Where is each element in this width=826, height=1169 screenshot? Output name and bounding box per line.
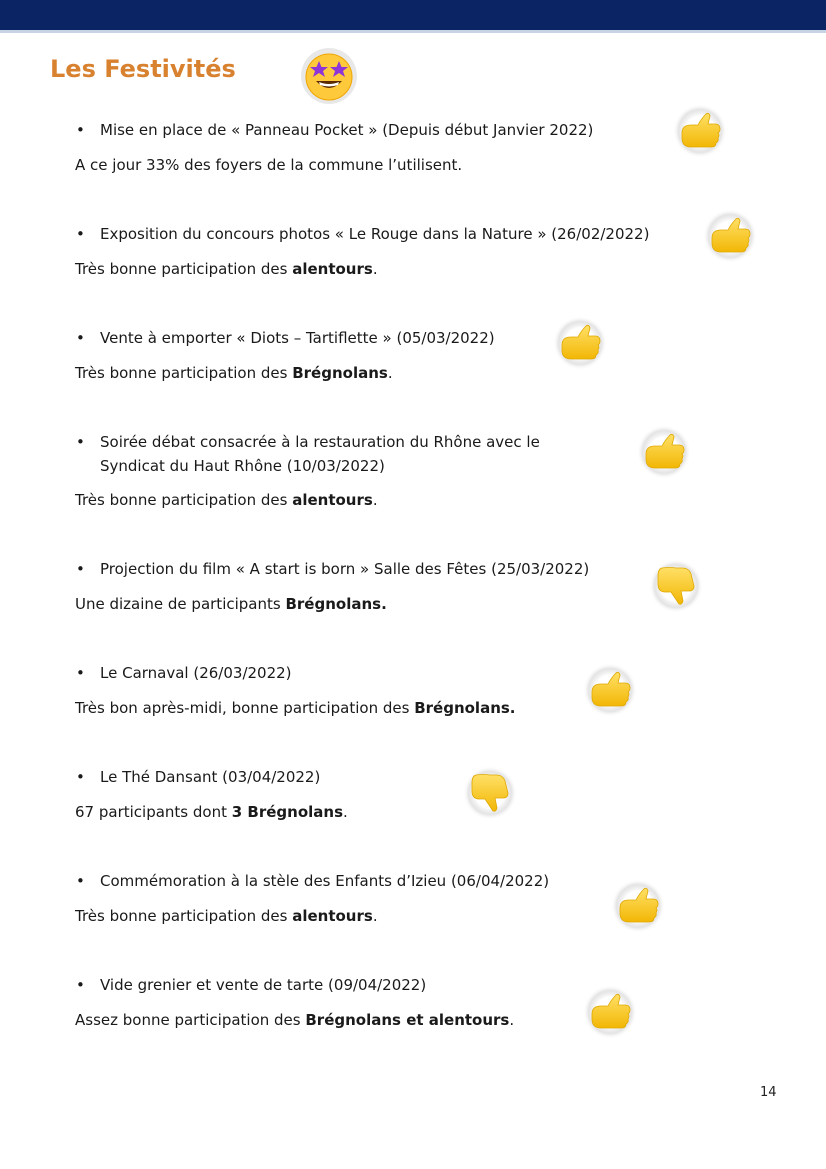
bullet-icon: • <box>76 560 85 578</box>
festivity-note: Très bonne participation des alentours. <box>75 491 378 509</box>
thumbs-up-icon <box>702 208 758 264</box>
thumbs-down-icon <box>462 765 518 821</box>
festivity-label: Vide grenier et vente de tarte (09/04/2022) <box>100 976 427 994</box>
festivity-note: Très bonne participation des Brégnolans. <box>75 364 393 382</box>
festivity-label: Le Carnaval (26/03/2022) <box>100 664 292 682</box>
festivity-note: Très bon après-midi, bonne participation des Brégnolans. <box>75 699 516 717</box>
festivity-label: Exposition du concours photos « Le Rouge dans la Nature » (26/02/2022) <box>100 225 650 243</box>
festivity-label: Projection du film « A start is born » Salle des Fêtes (25/03/2022) <box>100 560 590 578</box>
thumbs-up-icon <box>610 878 666 934</box>
bullet-icon: • <box>76 433 85 451</box>
header-bar <box>0 0 826 30</box>
bullet-icon: • <box>76 225 85 243</box>
thumbs-up-icon <box>672 103 728 159</box>
header-divider <box>0 30 826 33</box>
thumbs-up-icon <box>552 315 608 371</box>
thumbs-down-icon <box>648 558 704 614</box>
festivity-label: Le Thé Dansant (03/04/2022) <box>100 768 321 786</box>
bullet-icon: • <box>76 768 85 786</box>
festivity-note: Très bonne participation des alentours. <box>75 907 378 925</box>
bullet-icon: • <box>76 976 85 994</box>
bullet-icon: • <box>76 664 85 682</box>
thumbs-up-icon <box>636 424 692 480</box>
festivity-note: Assez bonne participation des Brégnolans et alentours. <box>75 1011 515 1029</box>
festivity-note: 67 participants dont 3 Brégnolans. <box>75 803 348 821</box>
page-number: 14 <box>760 1085 777 1100</box>
thumbs-up-icon <box>582 984 638 1040</box>
festivity-label: Mise en place de « Panneau Pocket » (Depuis début Janvier 2022) <box>100 121 594 139</box>
thumbs-up-icon <box>582 662 638 718</box>
festivity-label: Commémoration à la stèle des Enfants d’Izieu (06/04/2022) <box>100 872 550 890</box>
festivity-note: Une dizaine de participants Brégnolans. <box>75 595 387 613</box>
bullet-icon: • <box>76 121 85 139</box>
bullet-icon: • <box>76 329 85 347</box>
bullet-icon: • <box>76 872 85 890</box>
page-title: Les Festivités <box>50 55 236 83</box>
festivity-note: A ce jour 33% des foyers de la commune l’utilisent. <box>75 156 463 174</box>
festivity-label: Soirée débat consacrée à la restauration du Rhône avec le Syndicat du Haut Rhône (10/03/2022) <box>100 433 540 475</box>
festivity-note: Très bonne participation des alentours. <box>75 260 378 278</box>
star-struck-emoji-icon <box>299 47 359 105</box>
festivity-label: Vente à emporter « Diots – Tartiflette » (05/03/2022) <box>100 329 495 347</box>
